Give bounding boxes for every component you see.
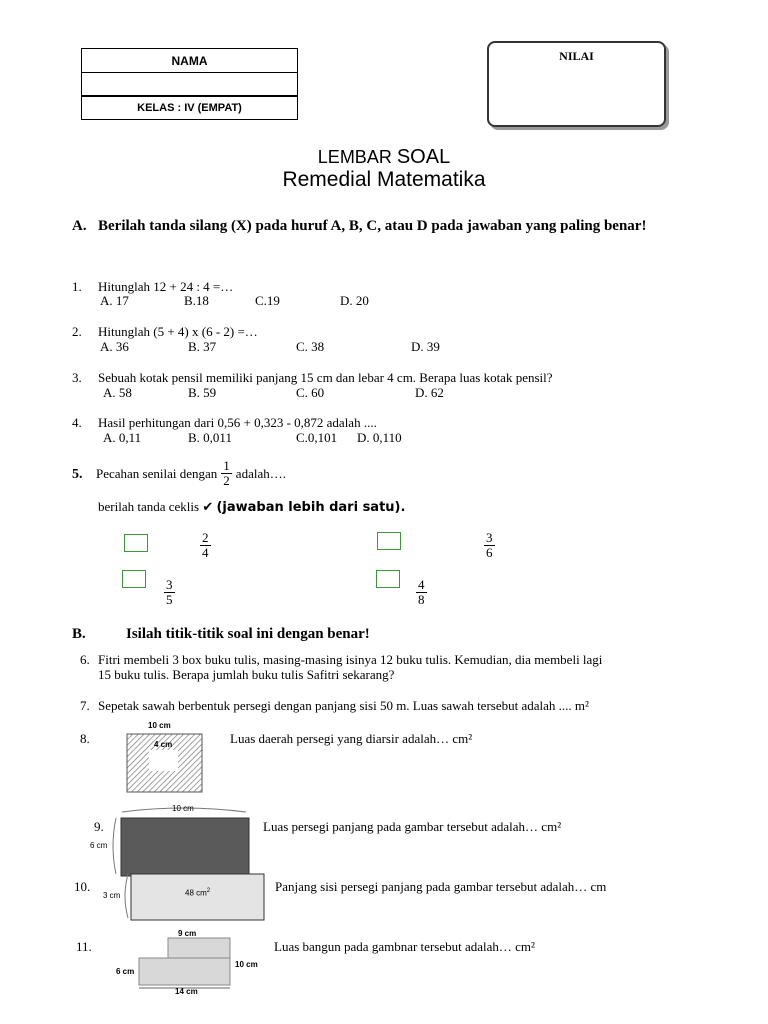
nilai-label: NILAI: [559, 49, 594, 63]
q1-option-a[interactable]: A. 17: [100, 293, 129, 308]
fig8-outer-label: 10 cm: [148, 721, 171, 730]
section-b-letter: B.: [72, 626, 86, 642]
fig11-top-label: 9 cm: [178, 929, 197, 938]
question-7-number: 7.: [80, 698, 90, 713]
q5-text-after: adalah….: [235, 466, 286, 481]
q4-option-c[interactable]: C.0,101: [296, 430, 338, 445]
choice-numerator: 2: [202, 530, 209, 545]
worksheet-subtitle: Remedial Matematika: [282, 168, 486, 191]
title-lembar: LEMBAR: [317, 147, 397, 167]
q3-option-b[interactable]: B. 59: [188, 385, 217, 400]
q5-frac-numerator: 1: [223, 458, 230, 473]
worksheet-title: [0, 146, 768, 169]
question-9-text: Luas persegi panjang pada gambar tersebut adalah… cm²: [263, 819, 562, 834]
question-1-number: 1.: [72, 279, 82, 294]
q4-option-a[interactable]: A. 0,11: [103, 430, 142, 445]
nama-field[interactable]: [82, 72, 297, 97]
question-8-text: Luas daerah persegi yang diarsir adalah… cm²: [230, 731, 473, 746]
choice-fraction-2-4: [200, 531, 211, 560]
q2-option-d[interactable]: D. 39: [411, 339, 440, 354]
q4-option-d[interactable]: D. 0,110: [357, 430, 402, 445]
kelas-label: KELAS : IV (EMPAT): [137, 102, 242, 114]
choice-fraction-3-6: [484, 531, 495, 560]
fig10-side-label: 3 cm: [103, 891, 121, 900]
question-3-number: 3.: [72, 370, 82, 385]
question-11-number: 11.: [76, 939, 92, 954]
q3-option-d[interactable]: D. 62: [415, 385, 444, 400]
choice-denominator: 5: [166, 592, 173, 607]
question-10-number: 10.: [74, 879, 91, 894]
q5-text-before: Pecahan senilai dengan: [96, 466, 218, 481]
question-9-number: 9.: [94, 819, 104, 834]
q5-instruction: [98, 499, 405, 515]
checkbox-3-6[interactable]: [377, 532, 401, 550]
nama-label: NAMA: [171, 54, 208, 68]
question-8-number: 8.: [80, 731, 90, 746]
fig11-left-label: 6 cm: [116, 967, 135, 976]
fig10-area-sup: 2: [206, 888, 211, 894]
section-a-letter: A.: [72, 218, 87, 234]
q1-option-c[interactable]: C.19: [255, 293, 280, 308]
q2-option-b[interactable]: B. 37: [188, 339, 217, 354]
nilai-box[interactable]: [487, 41, 666, 127]
question-5-text: [96, 459, 286, 488]
choice-numerator: 3: [166, 577, 173, 592]
q1-option-d[interactable]: D. 20: [340, 293, 369, 308]
fig9-side-label: 6 cm: [90, 841, 108, 850]
choice-denominator: 6: [486, 545, 493, 560]
question-6-number: 6.: [80, 652, 90, 667]
fig10-area-value: 48 cm: [185, 888, 207, 898]
question-7-text: Sepetak sawah berbentuk persegi dengan panjang sisi 50 m. Luas sawah tersebut adalah .... m²: [98, 698, 589, 713]
choice-denominator: 4: [202, 545, 209, 560]
question-4-text: Hasil perhitungan dari 0,56 + 0,323 - 0,872 adalah ....: [98, 415, 377, 430]
checkbox-2-4[interactable]: [124, 534, 148, 552]
dark-rectangle-figure: [110, 806, 255, 878]
choice-numerator: 3: [486, 530, 493, 545]
choice-fraction-4-8: [416, 578, 427, 607]
question-4-number: 4.: [72, 415, 82, 430]
q1-option-b[interactable]: B.18: [184, 293, 209, 308]
question-1-text: Hitunglah 12 + 24 : 4 =…: [98, 279, 234, 294]
q5-fraction: [221, 459, 232, 488]
q4-option-b[interactable]: B. 0,011: [188, 430, 232, 445]
section-a-instruction: [72, 216, 702, 237]
q3-option-c[interactable]: C. 60: [296, 385, 325, 400]
section-a-text: Berilah tanda silang (X) pada huruf A, B, C, atau D pada jawaban yang paling benar!: [98, 218, 647, 234]
choice-denominator: 8: [418, 592, 425, 607]
question-11-text: Luas bangun pada gambnar tersebut adalah… cm²: [274, 939, 535, 954]
title-soal: SOAL: [396, 146, 451, 168]
checkbox-3-5[interactable]: [122, 570, 146, 588]
question-2-number: 2.: [72, 324, 82, 339]
fig11-right-label: 10 cm: [235, 960, 258, 969]
choice-fraction-3-5: [164, 578, 175, 607]
q5-instruction-text: berilah tanda ceklis ✔: [98, 499, 214, 514]
fig8-inner-label: 4 cm: [154, 740, 173, 749]
question-5-number: 5.: [72, 467, 83, 482]
checkbox-4-8[interactable]: [376, 570, 400, 588]
q5-frac-denominator: 2: [223, 473, 230, 488]
q2-option-c[interactable]: C. 38: [296, 339, 325, 354]
choice-numerator: 4: [418, 577, 425, 592]
fig9-top-label: 10 cm: [172, 804, 194, 813]
question-6-line1: Fitri membeli 3 box buku tulis, masing-masing isinya 12 buku tulis. Kemudian, dia membeli lagi: [98, 652, 603, 667]
name-class-box: [81, 48, 298, 120]
composite-shape-figure: [132, 934, 236, 990]
q2-option-a[interactable]: A. 36: [100, 339, 129, 354]
section-b-instruction: Isilah titik-titik soal ini dengan benar!: [126, 626, 370, 642]
question-10-text: Panjang sisi persegi panjang pada gambar tersebut adalah… cm: [275, 879, 607, 894]
question-2-text: Hitunglah (5 + 4) x (6 - 2) =…: [98, 324, 258, 339]
q5-instruction-bold: (jawaban lebih dari satu).: [216, 500, 406, 515]
fig10-area-label: [185, 888, 210, 898]
q3-option-a[interactable]: A. 58: [103, 385, 132, 400]
fig11-bottom-label: 14 cm: [175, 987, 198, 996]
question-3-text: Sebuah kotak pensil memiliki panjang 15 cm dan lebar 4 cm. Berapa luas kotak pensil?: [98, 370, 553, 385]
question-6-line2: 15 buku tulis. Berapa jumlah buku tulis Safitri sekarang?: [98, 667, 395, 682]
